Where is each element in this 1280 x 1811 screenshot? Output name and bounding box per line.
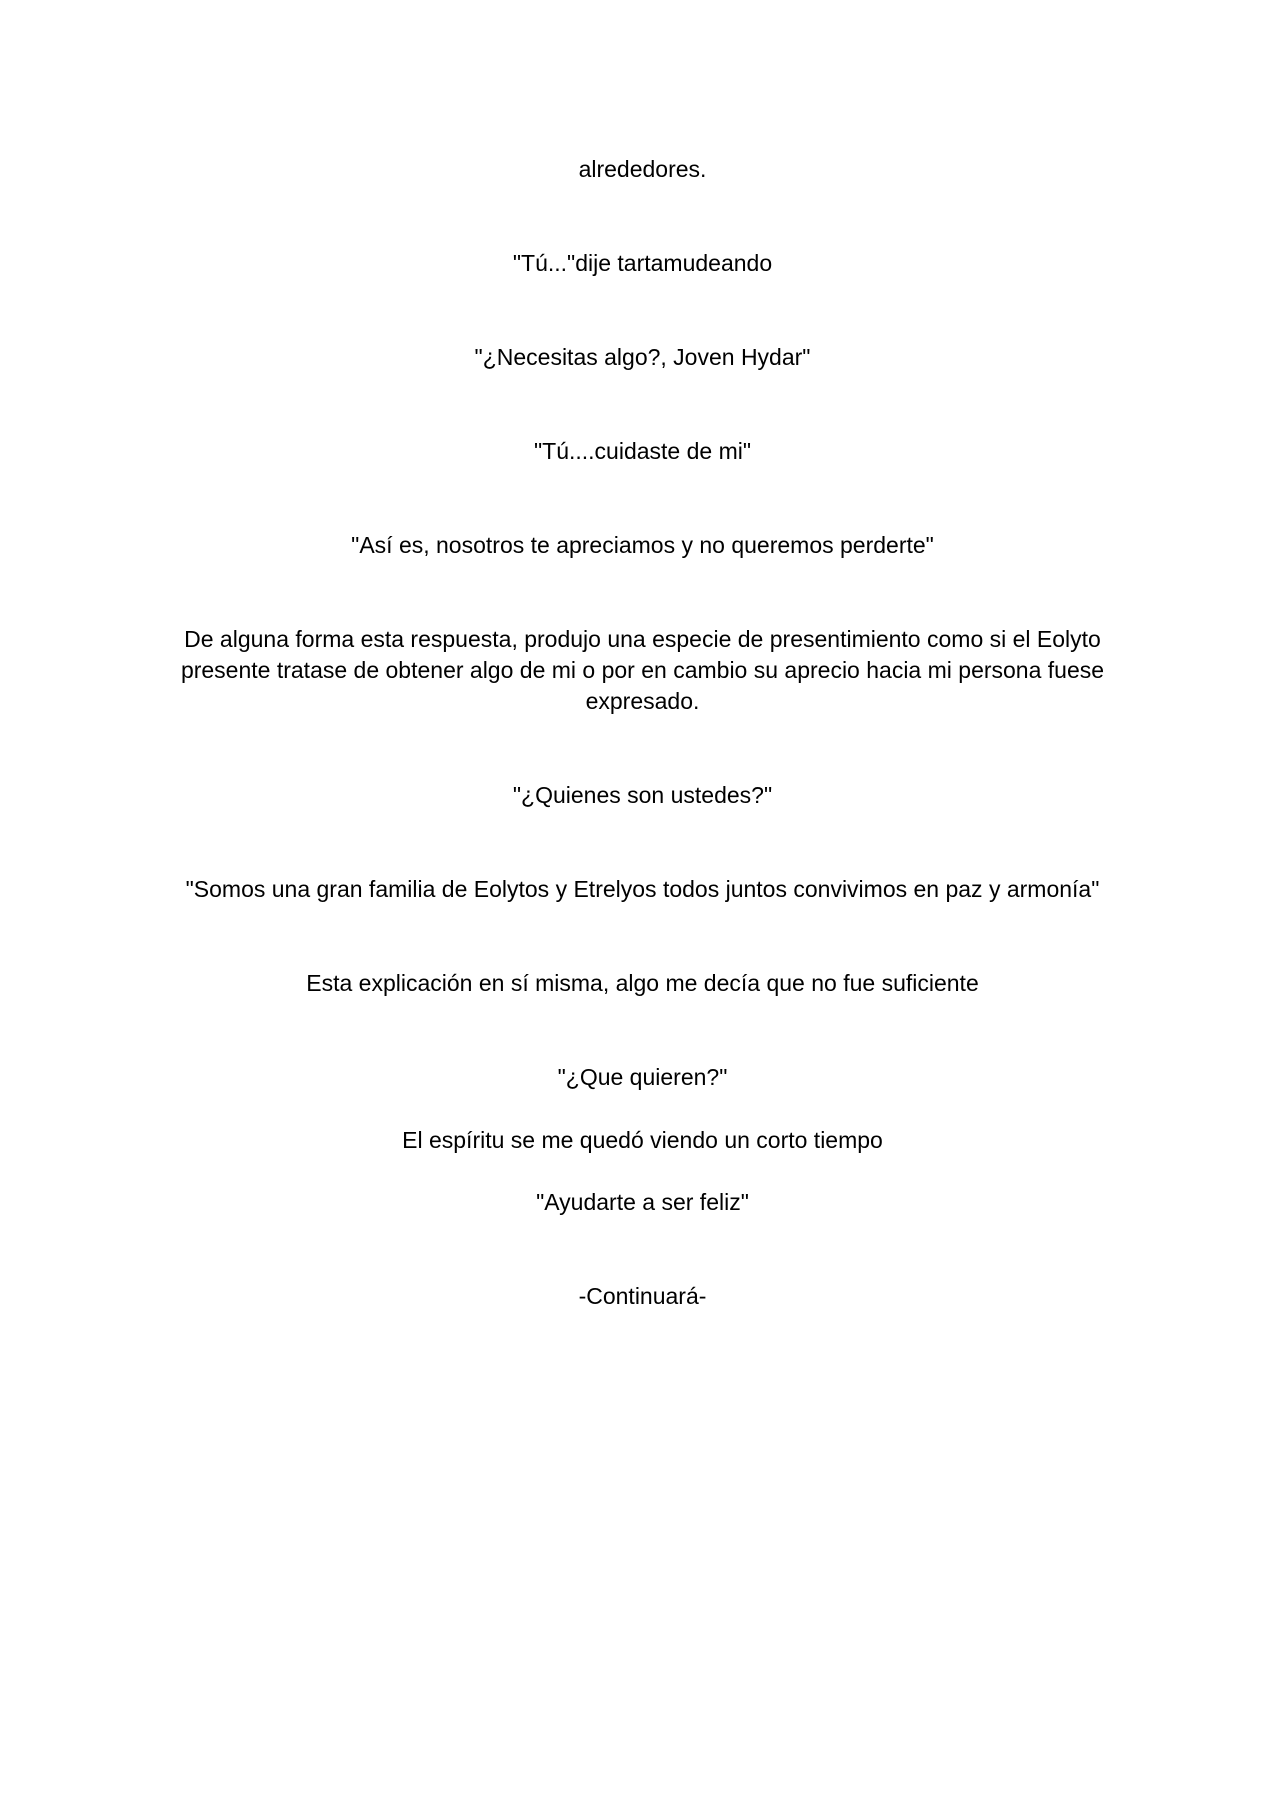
paragraph-1: alrededores. — [578, 156, 707, 182]
paragraph-3: "¿Necesitas algo?, Joven Hydar" — [474, 344, 811, 370]
paragraph-4: "Tú....cuidaste de mi" — [533, 438, 752, 464]
paragraph-10: "¿Que quieren?" — [557, 1064, 728, 1090]
paragraph-6: De alguna forma esta respuesta, produjo una especie de presentimiento como si el Eolyto presente tratase de obtener algo de mi o por en cambio su aprecio hacia mi persona fuese expresado. — [180, 626, 1105, 714]
paragraph-9: Esta explicación en sí misma, algo me decía que no fue suficiente — [306, 970, 979, 996]
paragraph-8: "Somos una gran familia de Eolytos y Etrelyos todos juntos convivimos en paz y armonía" — [185, 876, 1100, 902]
paragraph-2: "Tú..."dije tartamudeando — [512, 250, 773, 276]
paragraph-11: El espíritu se me quedó viendo un corto tiempo — [402, 1127, 883, 1153]
paragraph-12: "Ayudarte a ser feliz" — [536, 1189, 749, 1215]
paragraph-7: "¿Quienes son ustedes?" — [512, 782, 773, 808]
paragraph-5: "Así es, nosotros te apreciamos y no queremos perderte" — [351, 532, 934, 558]
paragraph-13: -Continuará- — [578, 1283, 707, 1309]
